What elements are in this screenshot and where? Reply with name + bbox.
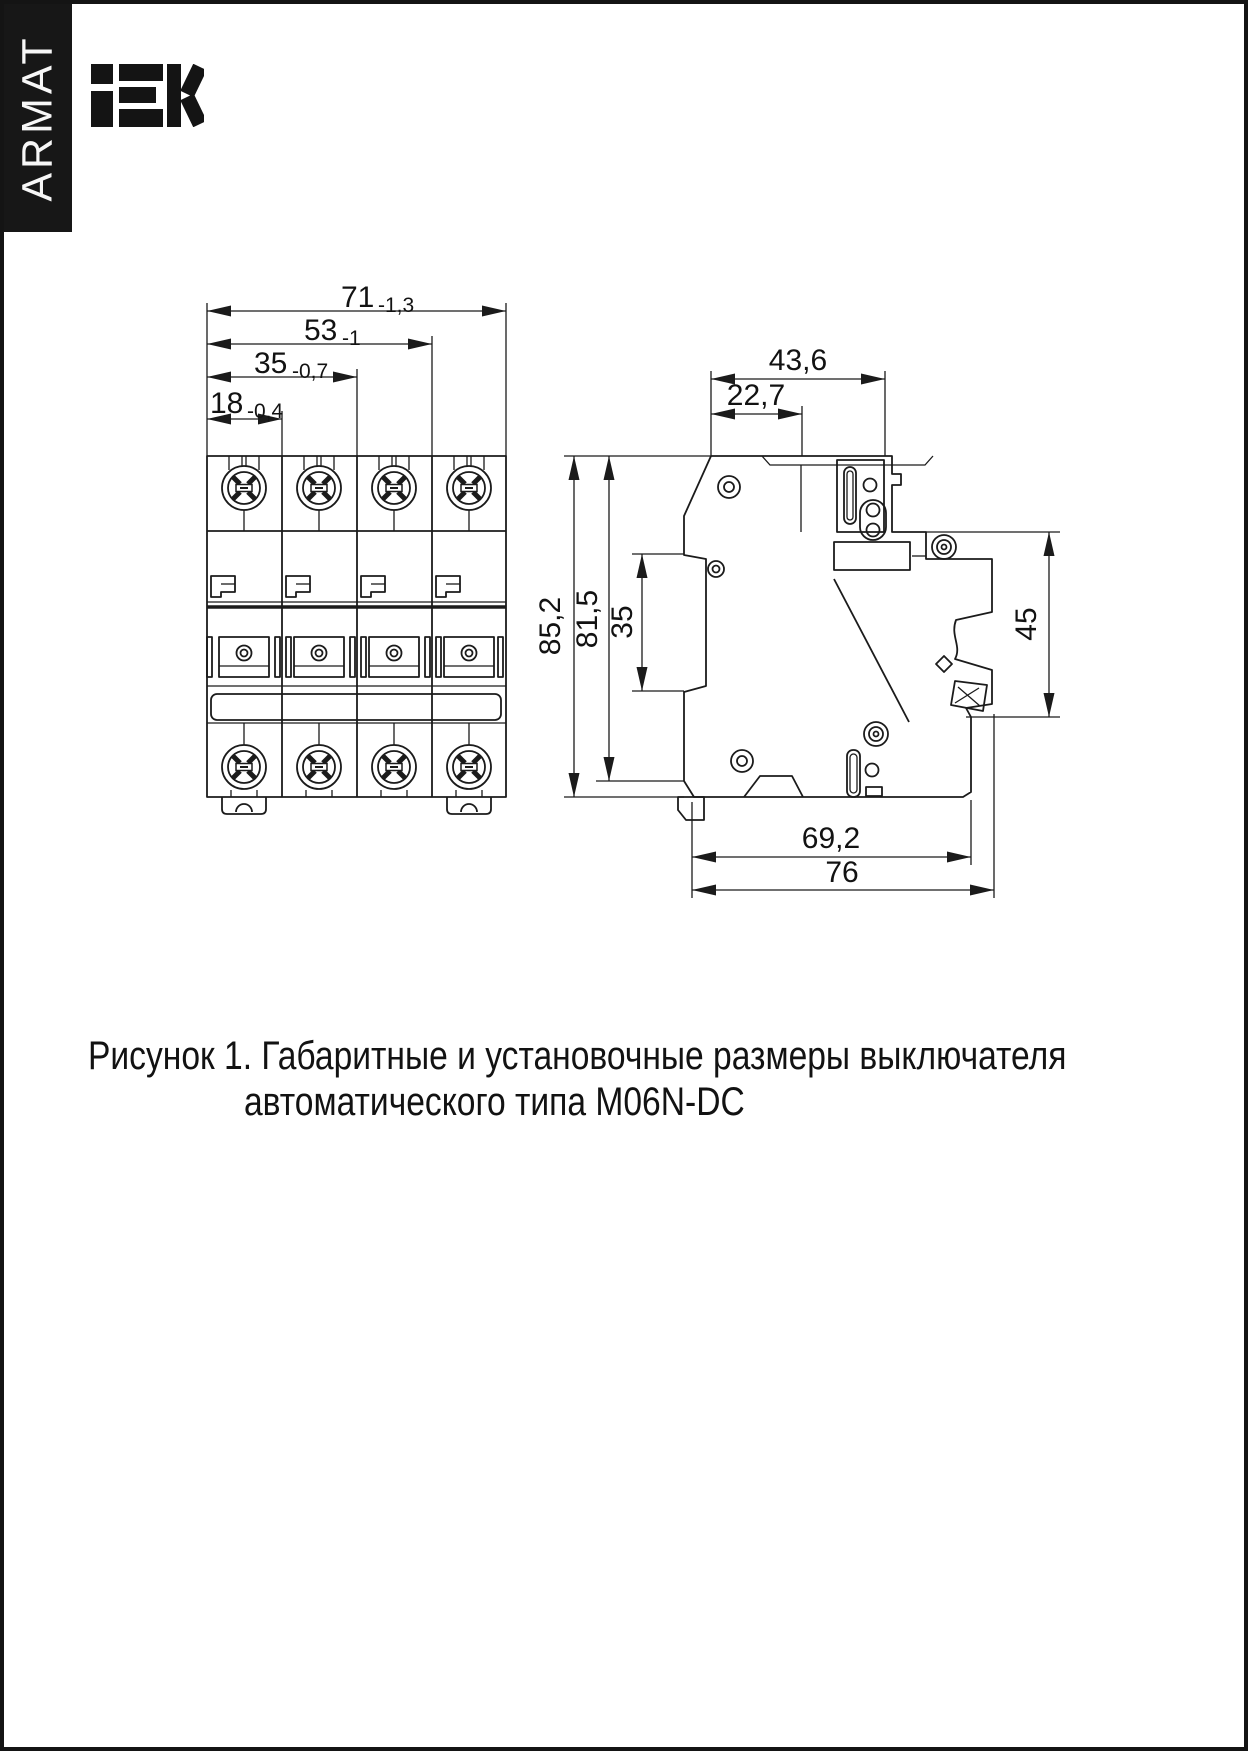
brand-sidebar-label: ARMAT (13, 34, 62, 202)
terminal-screw-top-2 (297, 466, 341, 510)
terminal-screw-bottom-3 (372, 745, 416, 789)
toggle-1 (219, 637, 269, 677)
front-view (207, 281, 506, 814)
dim-side-din-rail: 35 (606, 605, 639, 639)
toggle-3 (369, 637, 419, 677)
figure-caption-line2: автоматического типа М06N-DC (244, 1080, 745, 1124)
dim-side-height-total: 85,2 (534, 596, 567, 656)
dim-front-3pole: 53 (304, 314, 338, 347)
diamond-hole (936, 656, 952, 672)
terminal-screw-top-4 (447, 466, 491, 510)
front-foot-left (222, 797, 266, 814)
dim-front-1pole-tol: -0,4 (247, 400, 284, 423)
terminal-screw-top-1 (222, 466, 266, 510)
dim-front-3pole-tol: -1 (342, 327, 361, 350)
terminal-screw-bottom-1 (222, 745, 266, 789)
terminal-screw-top-3 (372, 466, 416, 510)
terminal-screw-bottom-4 (447, 745, 491, 789)
side-body (684, 456, 992, 797)
dim-front-1pole: 18 (210, 387, 244, 420)
side-view (534, 344, 1060, 898)
dim-side-terminal-height: 45 (1010, 607, 1043, 641)
dim-front-width: 71 (341, 281, 375, 314)
toggle-4 (444, 637, 494, 677)
dim-side-depth-lower: 69,2 (801, 822, 861, 855)
dim-front-2pole-tol: -0,7 (292, 360, 329, 383)
dim-side-depth-front: 22,7 (726, 379, 786, 412)
dim-side-height-body: 81,5 (571, 589, 604, 649)
handle-tie-bar (211, 694, 501, 720)
dim-side-depth-top: 43,6 (768, 344, 828, 377)
terminal-screw-bottom-2 (297, 745, 341, 789)
dim-side-depth-total: 76 (825, 856, 859, 889)
front-pole-dividers (282, 456, 432, 797)
dim-front-2pole: 35 (254, 347, 288, 380)
figure-1-drawing (4, 4, 1248, 964)
dim-front-width-tol: -1,3 (378, 294, 415, 317)
figure-caption-line1: Рисунок 1. Габаритные и установочные размеры выключателя (88, 1034, 1067, 1078)
side-foot (678, 797, 704, 820)
front-foot-right (447, 797, 491, 814)
toggle-2 (294, 637, 344, 677)
rivets (708, 476, 956, 772)
